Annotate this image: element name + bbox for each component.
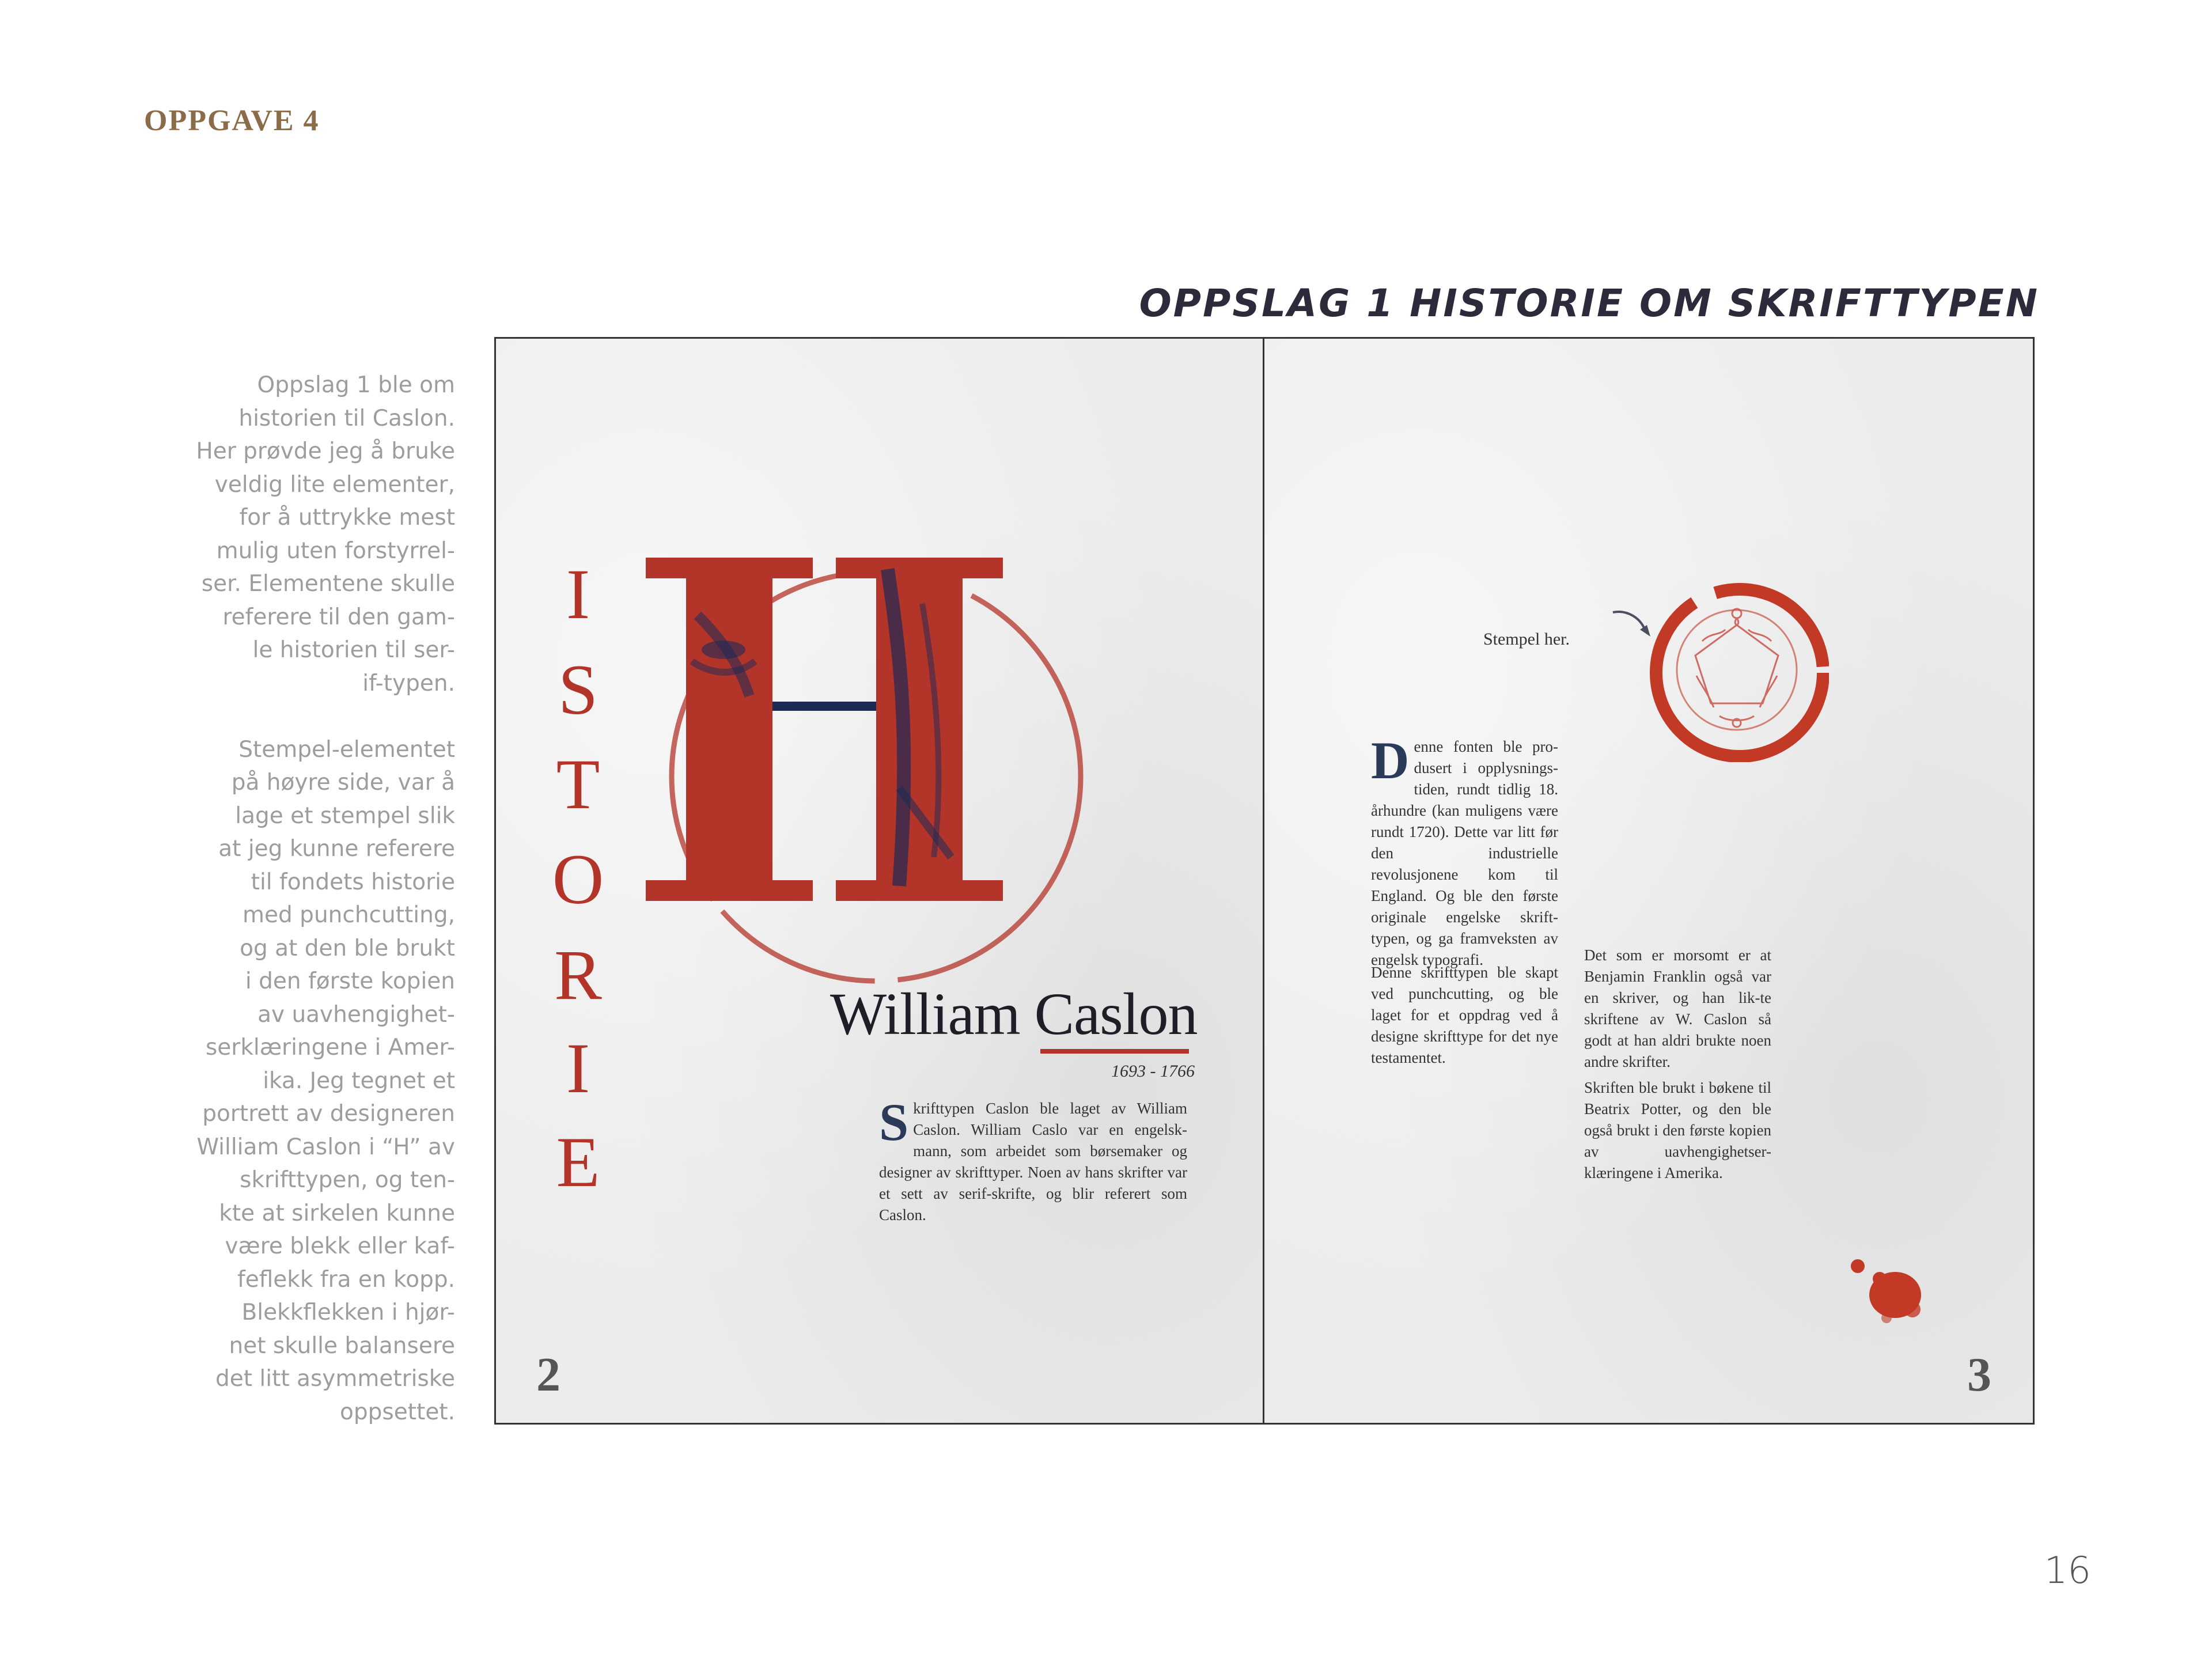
paragraph-text: enne fonten ble pro-dusert i opplysnings-tiden, rundt tidlig 18. århundre (kan muligens være rundt 1720). Dette var litt før den industrielle revolusjonene kom til England. Og ble den første originale engelske skrift-typen, og ga framveksten av engelsk typografi. xyxy=(1371,738,1558,968)
intro-paragraph xyxy=(879,1093,1187,1226)
name-underline xyxy=(1040,1049,1189,1054)
vertical-letter: S xyxy=(558,650,598,729)
vertical-letter: T xyxy=(556,745,600,824)
description-text: Oppslag 1 ble om historien til Caslon. Her prøvde jeg å bruke veldig lite elementer, for å uttrykke mest mulig uten forstyrrel- ser. Elementene skulle referere til den gam- le historien til ser- if-typen. Stempel-elementet på høyre side, var å lage et stempel slik at jeg kunne referere til fondets historie med punchcutting, og at den ble brukt i den første kopien av uavhengighet- serklæringene i Amer- ika. Jeg tegnet et portrett av designeren William Caslon i “H” av skrifttypen, og ten- kte at sirkelen kunne være blekk eller kaf- feflekk fra en kopp. Blekkflekken i hjør- net skulle balansere det litt asymmetriske oppsettet. xyxy=(196,372,455,1425)
ink-blot-icon xyxy=(1840,1255,1933,1335)
drop-cap: S xyxy=(879,1093,909,1152)
right-paragraph-2: Denne skrifttypen ble skapt ved punchcutting, og ble laget for et oppdrag ved å designe skrifttype for det nye testamentet. xyxy=(1371,964,1558,1066)
vertical-letter: R xyxy=(554,935,602,1014)
right-paragraph-4: Skriften ble brukt i bøkene til Beatrix Potter, og den ble også brukt i den første kopien av uavhengighetser-klæringene i Amerika. xyxy=(1584,1079,1771,1181)
spread-title: OPPSLAG 1 HISTORIE OM SKRIFTTYPEN xyxy=(1139,281,2039,325)
vertical-letter: O xyxy=(552,840,604,919)
page-number: 16 xyxy=(2044,1550,2091,1592)
right-page xyxy=(1263,337,2035,1425)
right-paragraph-1 xyxy=(1371,731,1558,971)
folio-right: 3 xyxy=(1967,1348,1991,1402)
stamp-note: Stempel her. xyxy=(1483,630,1570,649)
life-years: 1693 - 1766 xyxy=(1111,1062,1195,1081)
right-paragraph-3: Det som er morsomt er at Benjamin Franklin også var en skriver, og han lik-te skriftene av W. Caslon så godt at han aldri brukte noen andre skrifter. xyxy=(1584,946,1771,1070)
stamp-icon xyxy=(1645,578,1829,762)
decorative-h-illustration xyxy=(611,488,1130,1007)
designer-name: William Caslon xyxy=(830,981,1198,1047)
vertical-letter: I xyxy=(566,1029,590,1108)
folio-left: 2 xyxy=(536,1348,560,1402)
left-page xyxy=(494,337,1264,1425)
drop-cap: D xyxy=(1371,731,1410,790)
vertical-letter: I xyxy=(566,555,590,634)
vertical-letter: E xyxy=(556,1123,600,1202)
intro-text: krifttypen Caslon ble laget av William Caslon. William Caslo var en engelsk-mann, som arbeidet som børsemaker og designer av skrifttyper. Noen av hans skrifter var et sett av serif-skrifte, og blir referert som Caslon. xyxy=(879,1100,1187,1224)
task-label: OPPGAVE 4 xyxy=(144,104,320,137)
